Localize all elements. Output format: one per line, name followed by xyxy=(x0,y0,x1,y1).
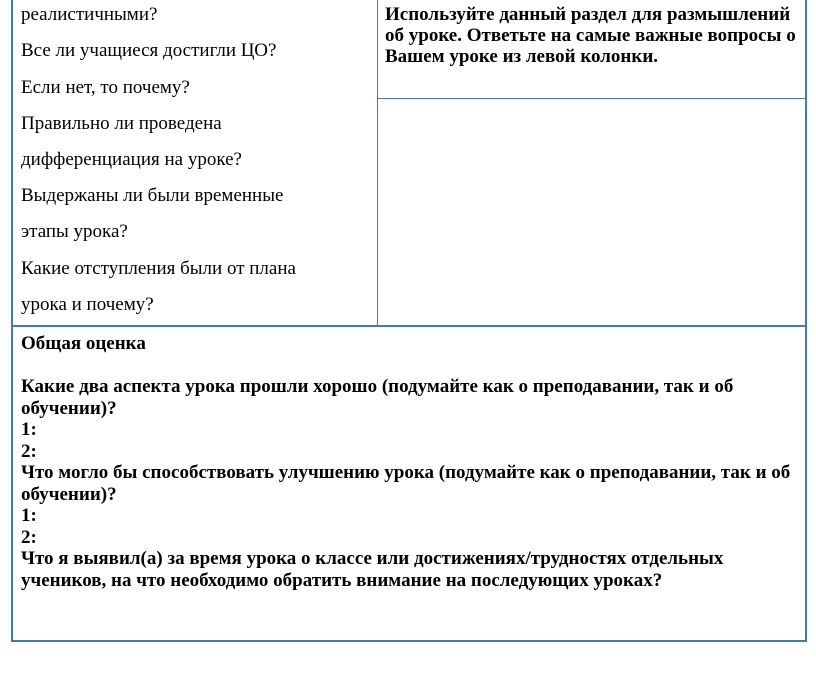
question-line: Какие отступления были от плана xyxy=(21,258,296,279)
section-divider xyxy=(13,325,805,327)
answer-label-1: 1: xyxy=(21,505,37,526)
right-column-instructions: Используйте данный раздел для размышлений об уроке. Ответьте на самые важные вопросы о Вашем уроке из левой колонки. xyxy=(385,4,796,67)
question-line: дифференциация на уроке? xyxy=(21,149,242,170)
answer-label-2: 2: xyxy=(21,440,37,462)
right-header-divider xyxy=(377,98,805,99)
question-line: урока и почему? xyxy=(21,294,154,315)
reflection-table xyxy=(11,0,807,642)
question-line: Все ли учащиеся достигли ЦО? xyxy=(21,40,277,61)
overall-assessment-section xyxy=(21,333,801,591)
question-line: Если нет, то почему? xyxy=(21,77,190,98)
answer-label-1: 1: xyxy=(21,419,37,440)
column-divider xyxy=(377,0,378,325)
question-line: реалистичными? xyxy=(21,4,158,25)
question-line: Правильно ли проведена xyxy=(21,113,222,134)
question-improvements: Что могло бы способствовать улучшению урока (подумайте как о преподавании, так и об обучении)? xyxy=(21,462,791,505)
question-line: Выдержаны ли были временные xyxy=(21,185,284,206)
question-good-aspects: Какие два аспекта урока прошли хорошо (подумайте как о преподавании, так и об обучении)? xyxy=(21,376,734,419)
answer-label-2: 2: xyxy=(21,526,37,548)
section-title: Общая оценка xyxy=(21,333,146,354)
question-line: этапы урока? xyxy=(21,221,128,242)
question-class-insights: Что я выявил(а) за время урока о классе или достижениях/трудностях отдельных учеников, на что необходимо обратить внимание на последующих уроках? xyxy=(21,548,724,591)
